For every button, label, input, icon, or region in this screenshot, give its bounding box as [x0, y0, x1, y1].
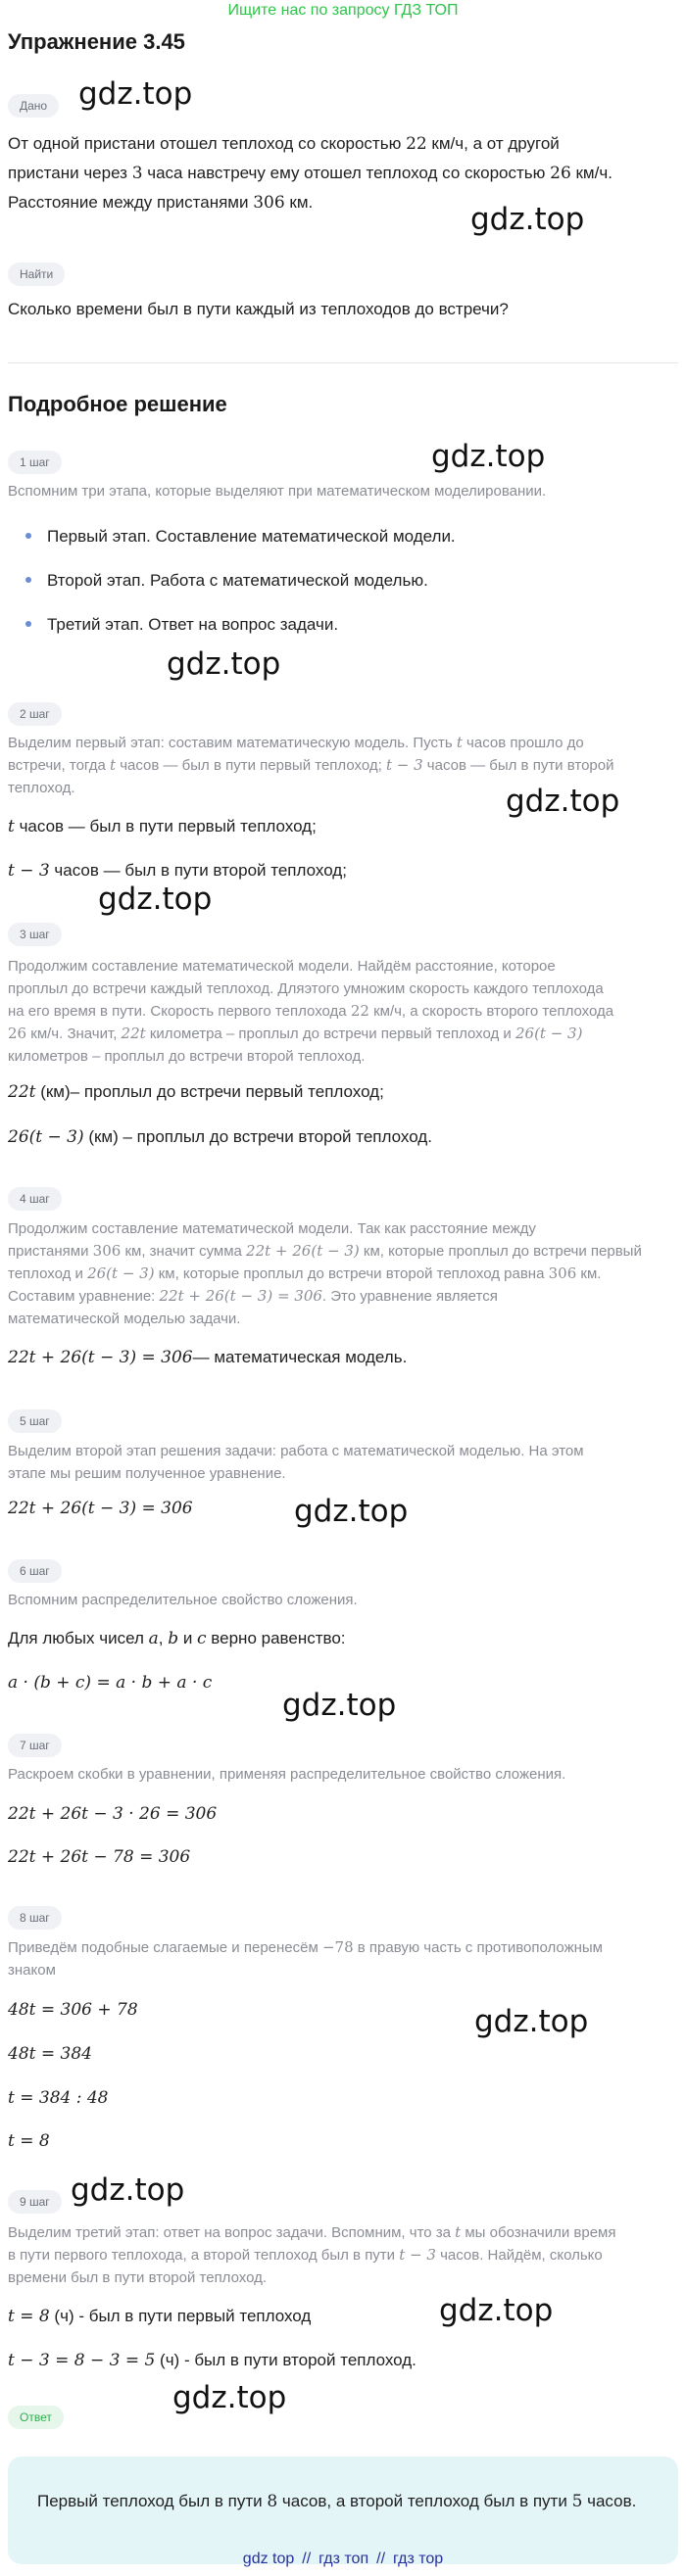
math-line: t = 384 : 48 [8, 2088, 109, 2108]
math-line: t часов — был в пути первый теплоход; [8, 817, 317, 836]
math-line: t − 3 часов — был в пути второй теплоход; [8, 861, 347, 881]
step-text: Приведём подобные слагаемые и перенесём −78 в правую часть с противоположным знаком [8, 1938, 603, 1979]
math-line: t = 8 [8, 2131, 50, 2151]
footer-link-gdz-tor[interactable]: гдз тор [393, 2551, 444, 2567]
answer-text: Первый теплоход был в пути 8 часов, а второй теплоход был в пути 5 часов. [37, 2492, 637, 2511]
math-line: 48t = 306 + 78 [8, 2000, 138, 2020]
watermark: gdz.top [71, 2172, 185, 2208]
list-item: Второй этап. Работа с математической моделью. [25, 571, 428, 591]
step-text: Выделим третий этап: ответ на вопрос задачи. Вспомним, что за t мы обозначили время в пути первого теплохода, а второй теплоход был в пути t − 3 часов. Найдём, сколько времени был в пути второй теплоход. [8, 2223, 616, 2286]
given-badge: Дано [8, 94, 59, 118]
watermark: gdz.top [172, 2380, 287, 2415]
step-text: Вспомним три этапа, которые выделяют при математическом моделировании. [8, 483, 547, 500]
divider [8, 362, 678, 363]
footer-link-gdz-top[interactable]: gdz top [242, 2551, 295, 2567]
find-badge: Найти [8, 262, 65, 286]
step-badge: 6 шаг [8, 1559, 62, 1583]
step-text: Продолжим составление математической модели. Найдём расстояние, которое проплыл до встречи каждый теплоход. Дляэтого умножим скорость каждого теплохода на его время в пути. Скорость первого теплохода 22 км/ч, а скорость второго теплохода 26 км/ч. Значит, 22t километра – проплыл до встречи первый теплоход и 26(t − 3) километров – проплыл до встречи второй теплоход. [8, 958, 614, 1065]
text-line: Для любых чисел a, b и c верно равенство: [8, 1629, 346, 1648]
math-line: t = 8 (ч) - был в пути первый теплоход [8, 2307, 312, 2326]
step-badge: 1 шаг [8, 451, 62, 474]
footer-separator: // [376, 2551, 386, 2567]
math-line: 48t = 384 [8, 2044, 92, 2064]
bullet-icon [25, 621, 31, 627]
answer-badge: Ответ [8, 2406, 64, 2429]
math-line: 22t + 26(t − 3) = 306— математическая модель. [8, 1348, 408, 1367]
math-line: a · (b + c) = a · b + a · c [8, 1673, 213, 1693]
list-item: Первый этап. Составление математической модели. [25, 527, 456, 547]
math-line: 22t + 26t − 3 · 26 = 306 [8, 1804, 218, 1824]
footer-separator: // [302, 2551, 312, 2567]
given-text: От одной пристани отошел теплоход со скоростью 22 км/ч, а от другой пристани через 3 часа навстречу ему отошел теплоход со скоростью 26 км/ч. Расстояние между пристанями 306 км. [8, 134, 612, 213]
list-item: Третий этап. Ответ на вопрос задачи. [25, 615, 338, 635]
step-text: Вспомним распределительное свойство сложения. [8, 1592, 358, 1608]
math-line: 22t + 26t − 78 = 306 [8, 1847, 191, 1867]
step-badge: 4 шаг [8, 1187, 62, 1211]
watermark: gdz.top [282, 1688, 397, 1723]
math-line: 22t + 26(t − 3) = 306 [8, 1499, 193, 1518]
step-text: Выделим первый этап: составим математическую модель. Пусть t часов прошло до встречи, тогда t часов — был в пути первый теплоход; t − 3 часов — был в пути второй теплоход. [8, 734, 614, 796]
step-text: Продолжим составление математической модели. Так как расстояние между пристанями 306 км, значит сумма 22t + 26(t − 3) км, которые проплыл до встречи первый теплоход и 26(t − 3) км, которые проплыл до встречи второй теплоход равна 306 км. Составим уравнение: 22t + 26(t − 3) = 306. Это уравнение является математической моделью задачи. [8, 1220, 642, 1327]
math-line: 22t (км)– проплыл до встречи первый теплоход; [8, 1082, 384, 1102]
watermark: gdz.top [474, 2004, 589, 2039]
math-line: 26(t − 3) (км) – проплыл до встречи второй теплоход. [8, 1127, 432, 1147]
step-badge: 7 шаг [8, 1734, 62, 1757]
step-text: Выделим второй этап решения задачи: работа с математической моделью. На этом этапе мы решим полученное уравнение. [8, 1443, 584, 1482]
watermark: gdz.top [506, 784, 620, 819]
step-badge: 2 шаг [8, 702, 62, 726]
watermark: gdz.top [78, 76, 193, 112]
footer-links [0, 2551, 686, 2568]
watermark: gdz.top [167, 646, 281, 682]
watermark: gdz.top [439, 2293, 554, 2328]
promo-banner[interactable]: Ищите нас по запросу ГДЗ ТОП [227, 2, 459, 19]
bullet-icon [25, 577, 31, 583]
step-badge: 5 шаг [8, 1409, 62, 1433]
solution-title: Подробное решение [8, 392, 227, 416]
watermark: gdz.top [294, 1494, 409, 1529]
step-badge: 8 шаг [8, 1906, 62, 1930]
watermark: gdz.top [431, 439, 546, 474]
watermark: gdz.top [470, 202, 585, 237]
math-line: t − 3 = 8 − 3 = 5 (ч) - был в пути второй теплоход. [8, 2351, 416, 2370]
step-badge: 9 шаг [8, 2190, 62, 2214]
step-badge: 3 шаг [8, 923, 62, 946]
step-text: Раскроем скобки в уравнении, применяя распределительное свойство сложения. [8, 1766, 566, 1783]
exercise-title: Упражнение 3.45 [8, 29, 185, 54]
footer-link-gdz-top-ru[interactable]: гдз топ [318, 2551, 369, 2567]
find-text: Сколько времени был в пути каждый из теплоходов до встречи? [8, 300, 509, 318]
bullet-icon [25, 533, 31, 539]
watermark: gdz.top [98, 882, 213, 917]
